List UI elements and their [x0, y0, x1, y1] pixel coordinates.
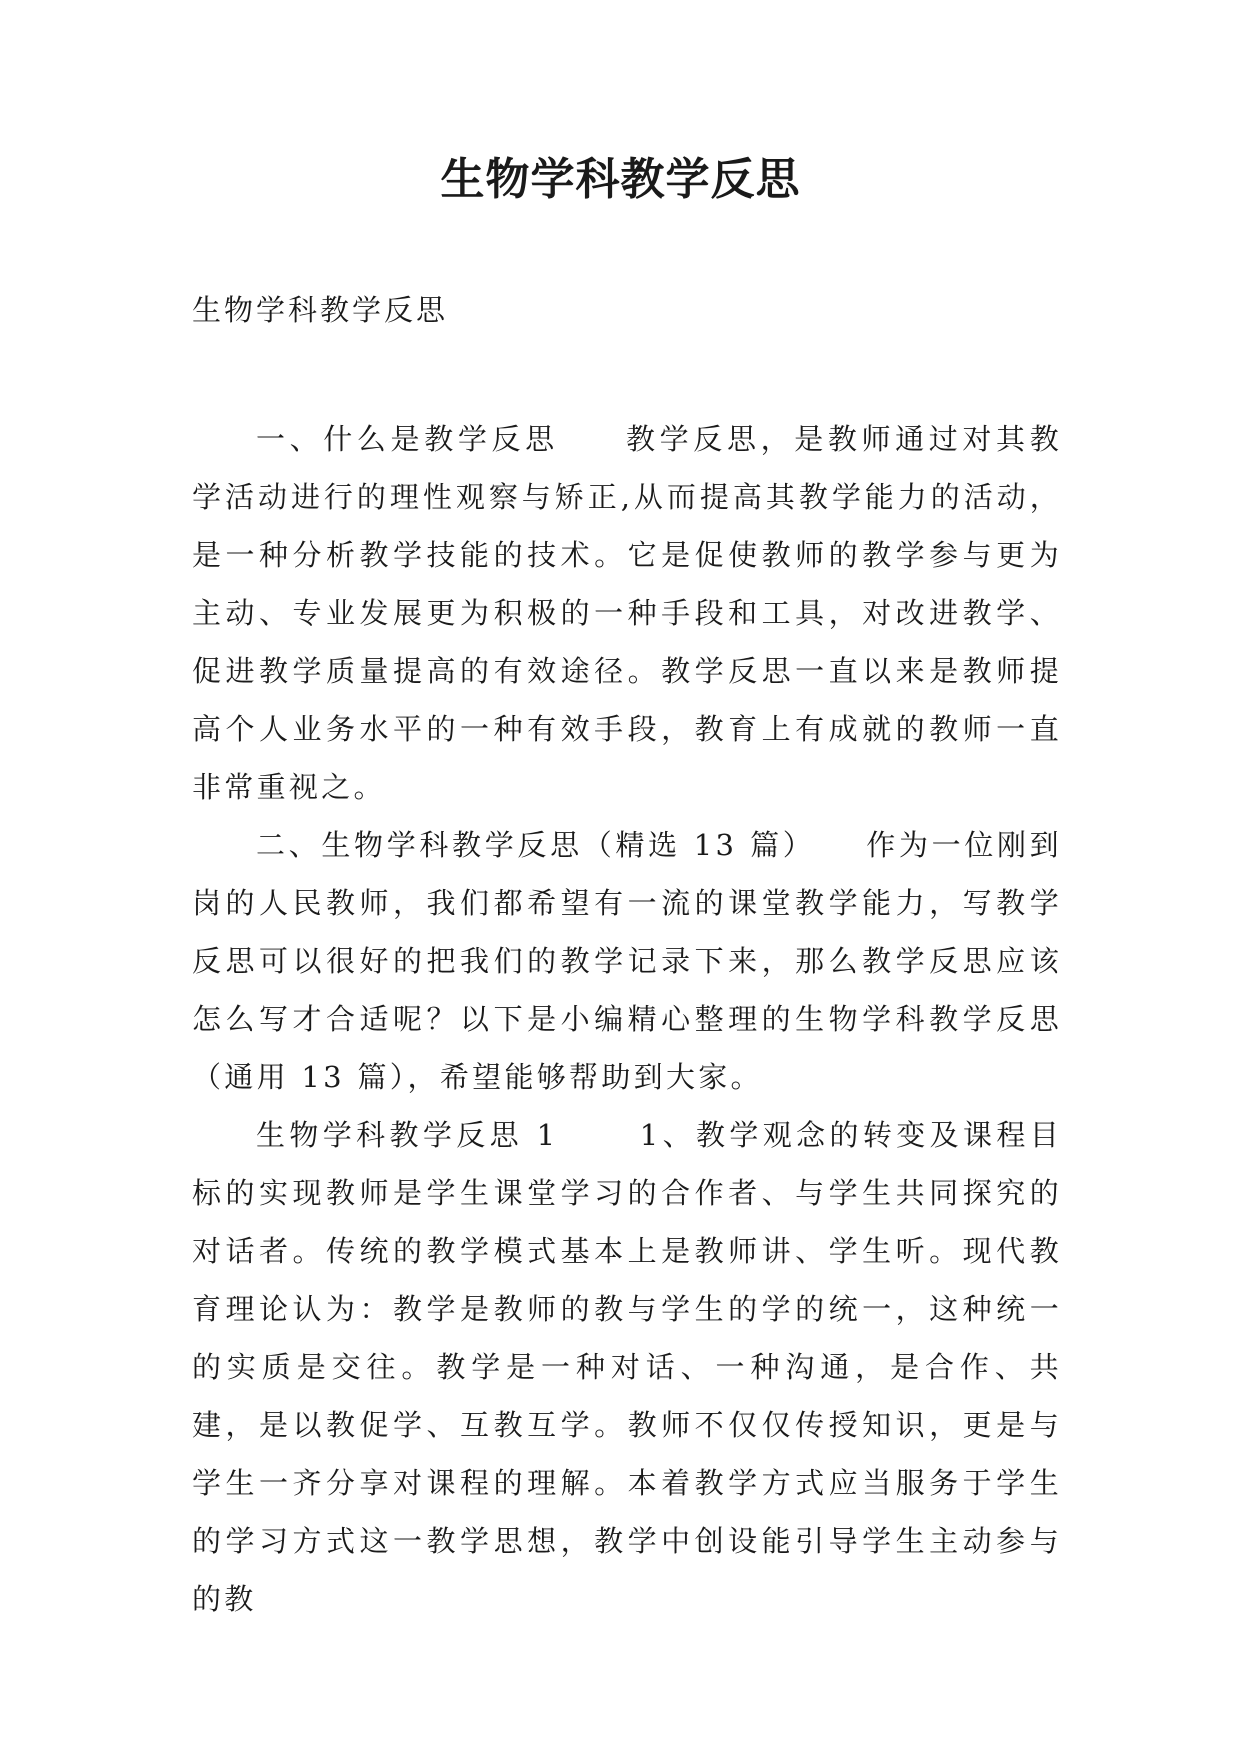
document-title: 生物学科教学反思: [440, 154, 801, 205]
document-body: [192, 410, 1062, 1628]
paragraph-reflection-1: 生物学科教学反思 1 1、教学观念的转变及课程目标的实现教师是学生课堂学习的合作者、与学生共同探究的对话者。传统的教学模式基本上是教师讲、学生听。现代教育理论认为：教学是教师的教与学生的学的统一，这种统一的实质是交往。教学是一种对话、一种沟通，是合作、共建，是以教促学、互教互学。教师不仅仅传授知识，更是与学生一齐分享对课程的理解。本着教学方式应当服务于学生的学习方式这一教学思想，教学中创设能引导学生主动参与的教: [192, 1118, 1062, 1616]
paragraph-intro: 二、生物学科教学反思（精选 13 篇） 作为一位刚到岗的人民教师，我们都希望有一流的课堂教学能力，写教学反思可以很好的把我们的教学记录下来，那么教学反思应该怎么写才合适呢？以下是小编精心整理的生物学科教学反思（通用 13 篇），希望能够帮助到大家。: [192, 828, 1062, 1094]
paragraph-what-is-reflection: 一、什么是教学反思 教学反思，是教师通过对其教学活动进行的理性观察与矫正,从而提高其教学能力的活动，是一种分析教学技能的技术。它是促使教师的教学参与更为主动、专业发展更为积极的一种手段和工具，对改进教学、促进教学质量提高的有效途径。教学反思一直以来是教师提高个人业务水平的一种有效手段，教育上有成就的教师一直非常重视之。: [192, 422, 1062, 804]
document-subtitle: 生物学科教学反思: [192, 293, 449, 327]
